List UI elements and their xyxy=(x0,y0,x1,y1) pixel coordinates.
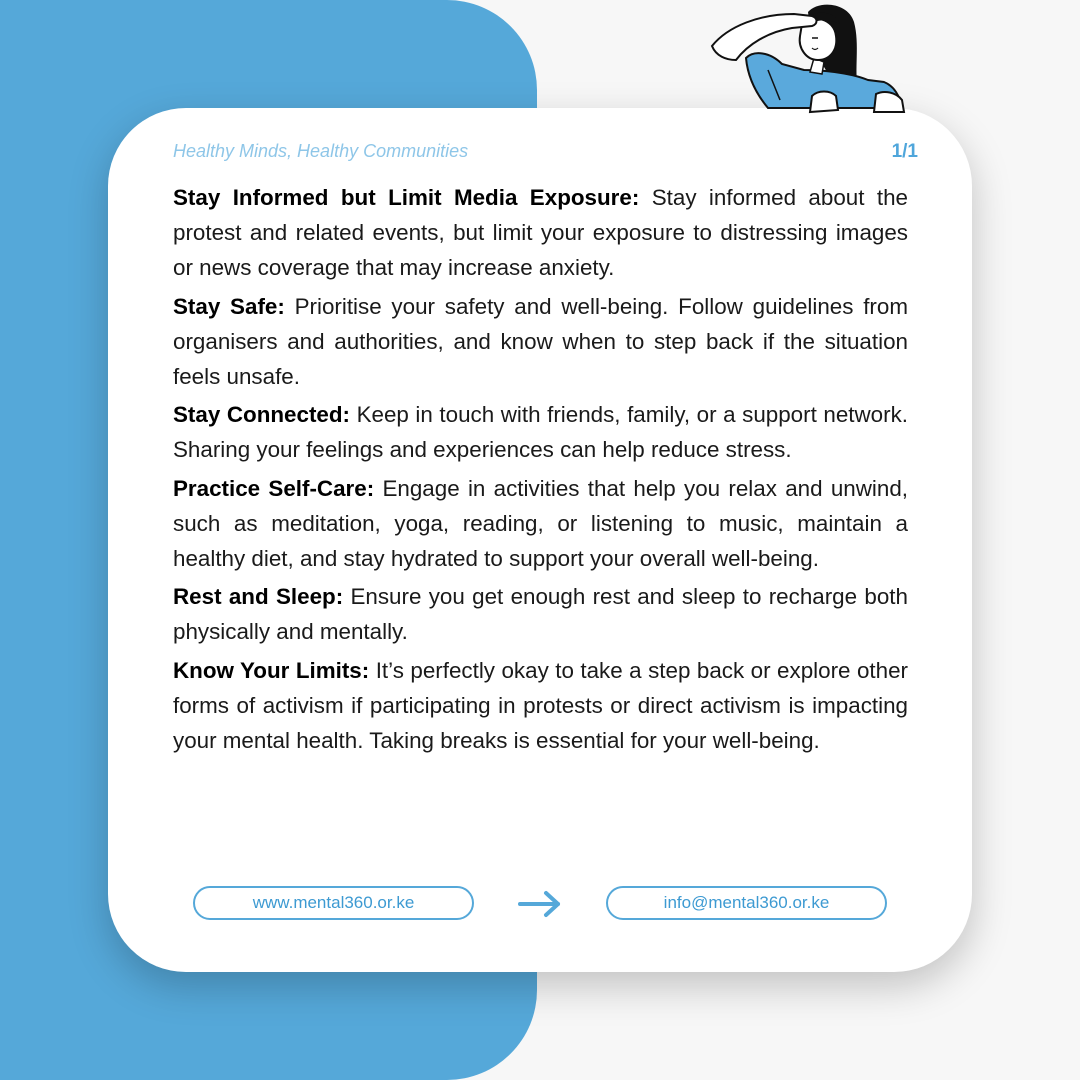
tip-body: Stay informed about the protest and related events, but limit your exposure to distressing images or news coverage that may increase anxiety. xyxy=(173,185,908,280)
tip-title: Stay Connected: xyxy=(173,402,350,427)
tip-body: It’s perfectly okay to take a step back or explore other forms of activism if participating in protests or direct activism is impacting your mental health. Taking breaks is essential for your well-being. xyxy=(173,657,908,753)
woman-looking-out-illustration xyxy=(708,0,918,125)
content-card xyxy=(108,108,972,972)
footer xyxy=(108,886,972,924)
tip-item xyxy=(173,289,908,394)
arrow-right-icon xyxy=(516,888,564,920)
tip-item xyxy=(173,653,908,758)
tip-body: Engage in activities that help you relax and unwind, such as meditation, yoga, reading, or listening to music, maintain a healthy diet, and stay hydrated to support your overall well-being. xyxy=(173,475,908,571)
page-indicator: 1/1 xyxy=(891,141,918,162)
tips-list xyxy=(173,180,908,761)
tip-body: Prioritise your safety and well-being. Follow guidelines from organisers and authorities, and know when to step back if the situation feels unsafe. xyxy=(173,293,908,389)
tip-item xyxy=(173,180,908,285)
email-link[interactable]: info@mental360.or.ke xyxy=(606,886,887,920)
tip-title: Practice Self-Care: xyxy=(173,475,375,501)
tip-title: Rest and Sleep: xyxy=(173,584,344,609)
tip-body: Keep in touch with friends, family, or a support network. Sharing your feelings and experiences can help reduce stress. xyxy=(173,402,908,462)
tip-item xyxy=(173,397,908,467)
header-tagline: Healthy Minds, Healthy Communities xyxy=(173,141,469,161)
website-link[interactable]: www.mental360.or.ke xyxy=(193,886,474,920)
tip-title: Stay Informed but Limit Media Exposure: xyxy=(173,185,640,210)
tip-item xyxy=(173,471,908,576)
tip-item xyxy=(173,579,908,649)
tip-title: Know Your Limits: xyxy=(173,657,370,683)
tip-body: Ensure you get enough rest and sleep to recharge both physically and mentally. xyxy=(173,584,908,644)
tip-title: Stay Safe: xyxy=(173,293,285,319)
